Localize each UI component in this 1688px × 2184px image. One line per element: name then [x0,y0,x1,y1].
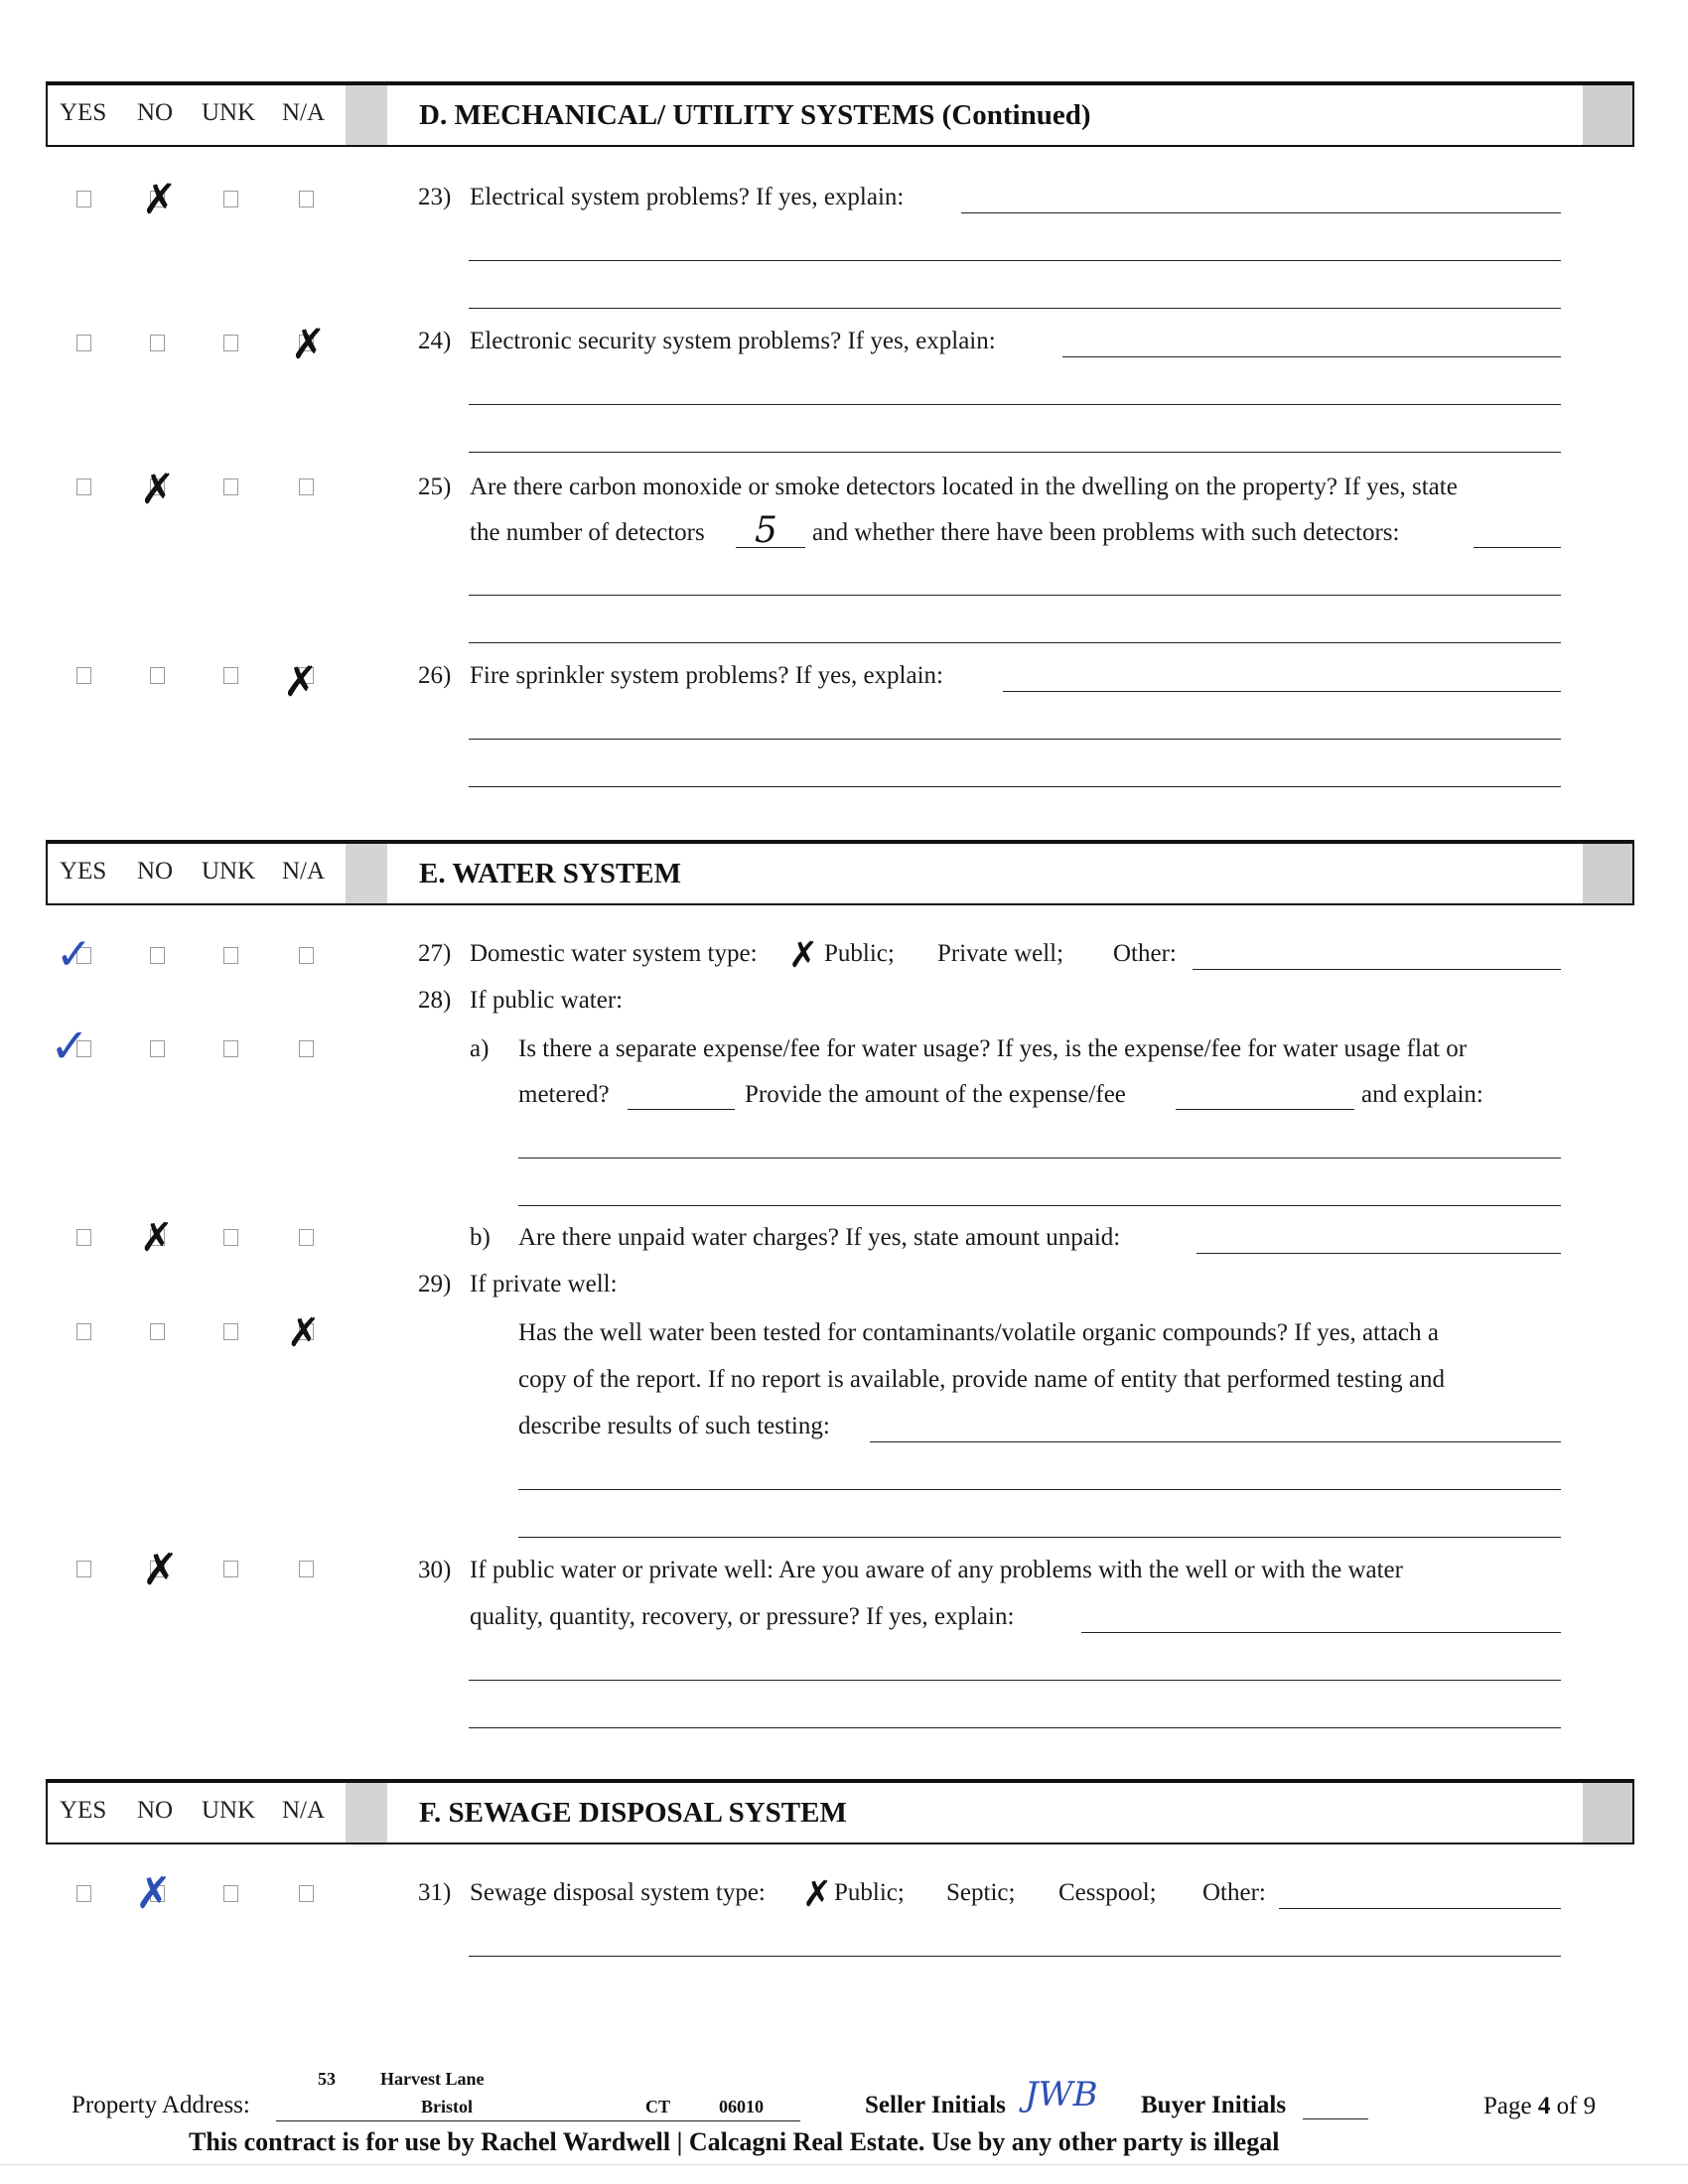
checkbox-yes[interactable] [76,478,91,495]
section-header-f [46,1779,1634,1844]
answer-columns-header [48,85,346,145]
question-text: copy of the report. If no report is available, provide name of entity that performed testing and [518,1366,1446,1393]
handwritten-x-mark: ✗ [135,1868,172,1919]
col-no: NO [137,858,174,885]
question-text: describe results of such testing: [518,1413,830,1439]
checkbox-na[interactable] [299,191,314,207]
question-text: metered? [518,1081,610,1108]
header-shade [1583,1783,1632,1843]
buyer-initials-label: Buyer Initials [1141,2092,1287,2118]
checkbox-no[interactable] [150,335,165,351]
question-text: and explain: [1361,1081,1483,1108]
col-yes: YES [60,99,107,126]
checkbox-unk[interactable] [223,667,238,684]
answer-line[interactable] [1062,356,1561,357]
handwritten-x-mark: ✗ [142,175,178,223]
col-yes: YES [60,858,107,885]
answer-line[interactable] [469,595,1561,596]
checkbox-unk[interactable] [223,191,238,207]
handwritten-x-mark: ✗ [140,1215,174,1261]
checkbox-na[interactable] [299,478,314,495]
section-header-e [46,840,1634,905]
answer-line[interactable] [469,1680,1561,1681]
handwritten-x-mark: ✗ [140,465,176,513]
col-no: NO [137,1797,174,1824]
col-na: N/A [282,858,326,885]
section-title: D. MECHANICAL/ UTILITY SYSTEMS (Continued) [419,99,1091,131]
col-na: N/A [282,1797,326,1824]
question-text: Domestic water system type: [470,940,758,967]
question-text: and whether there have been problems with such detectors: [812,519,1400,546]
state: CT [645,2097,671,2116]
checkbox-unk[interactable] [223,335,238,351]
page-number: Page 4 of 9 [1483,2093,1597,2119]
checkbox-unk[interactable] [223,1323,238,1340]
question-text: the number of detectors [470,519,705,546]
property-address-line [276,2120,800,2121]
checkbox-no[interactable] [150,667,165,684]
section-header-d [46,81,1634,147]
checkbox-yes[interactable] [76,191,91,207]
scan-edge [0,2164,1688,2165]
seller-initials-signature: JWB [1025,2075,1098,2115]
checkbox-unk[interactable] [223,1885,238,1902]
answer-columns-header [48,1783,346,1843]
question-text: Fire sprinkler system problems? If yes, explain: [470,662,943,689]
question-text: Is there a separate expense/fee for water usage? If yes, is the expense/fee for water usage flat or [518,1035,1468,1062]
usage-notice: This contract is for use by Rachel Wardwell | Calcagni Real Estate. Use by any other party is illegal [189,2127,1280,2156]
answer-columns-header [48,844,346,903]
question-text: Electronic security system problems? If yes, explain: [470,328,996,354]
answer-line[interactable] [1196,1253,1561,1254]
col-unk: UNK [202,1797,256,1824]
question-number: 31) [418,1879,452,1906]
handwritten-x-mark: ✗ [788,935,819,976]
checkbox-no[interactable] [150,947,165,964]
answer-line[interactable] [469,786,1561,787]
answer-line[interactable] [469,739,1561,740]
handwritten-x-mark: ✗ [802,1874,833,1915]
question-number: 23) [418,184,452,210]
checkbox-yes[interactable] [76,1885,91,1902]
option-other[interactable]: Other: [1113,940,1177,967]
street-number: 53 [318,2069,336,2089]
checkbox-yes[interactable] [76,1229,91,1246]
checkbox-unk[interactable] [223,1561,238,1577]
question-number: 27) [418,940,452,967]
sub-question-label: a) [470,1035,490,1062]
question-number: 30) [418,1557,452,1583]
handwritten-check-mark: ✓ [50,1019,90,1074]
question-text: If public water: [470,987,624,1014]
header-shade [1583,85,1632,145]
checkbox-no[interactable] [150,1323,165,1340]
answer-line[interactable] [1474,547,1561,548]
option-septic[interactable]: Septic; [946,1879,1016,1906]
option-cesspool[interactable]: Cesspool; [1058,1879,1157,1906]
answer-line[interactable] [518,1205,1561,1206]
col-yes: YES [60,1797,107,1824]
answer-line[interactable] [469,452,1561,453]
question-number: 28) [418,987,452,1014]
handwritten-detector-count: 5 [755,510,777,551]
question-text: If private well: [470,1271,618,1297]
question-number: 24) [418,328,452,354]
answer-line[interactable] [961,212,1561,213]
option-public[interactable]: Public; [824,940,895,967]
seller-initials-label: Seller Initials [865,2092,1006,2118]
question-number: 29) [418,1271,452,1297]
checkbox-na[interactable] [299,947,314,964]
col-unk: UNK [202,858,256,885]
header-shade [346,844,387,903]
answer-line[interactable] [1003,691,1561,692]
question-text: If public water or private well: Are you aware of any problems with the well or with the water [470,1557,1403,1583]
answer-line[interactable] [1279,1908,1561,1909]
checkbox-yes[interactable] [76,1561,91,1577]
question-number: 26) [418,662,452,689]
checkbox-no[interactable] [150,1040,165,1057]
question-text: Are there carbon monoxide or smoke detectors located in the dwelling on the property? If yes, state [470,474,1458,500]
checkbox-na[interactable] [299,1040,314,1057]
zip-code: 06010 [719,2097,764,2116]
answer-line[interactable] [469,1727,1561,1728]
handwritten-check-mark: ✓ [56,929,92,980]
option-private-well[interactable]: Private well; [937,940,1064,967]
answer-line[interactable] [469,642,1561,643]
checkbox-yes[interactable] [76,1323,91,1340]
question-text: Provide the amount of the expense/fee [745,1081,1126,1108]
checkbox-yes[interactable] [76,667,91,684]
handwritten-x-mark: ✗ [283,657,319,706]
answer-line[interactable] [1193,969,1561,970]
header-shade [346,1783,387,1843]
buyer-initials-field[interactable] [1303,2118,1368,2119]
answer-line[interactable] [870,1441,1561,1442]
handwritten-x-mark: ✗ [142,1545,179,1595]
answer-line[interactable] [469,260,1561,261]
question-number: 25) [418,474,452,500]
sub-question-label: b) [470,1224,491,1251]
answer-line[interactable] [518,1158,1561,1159]
answer-line[interactable] [1081,1632,1561,1633]
flat-or-metered-field[interactable] [628,1109,735,1110]
answer-line[interactable] [469,1956,1561,1957]
checkbox-na[interactable] [299,1229,314,1246]
question-text: Sewage disposal system type: [470,1879,766,1906]
question-text: Has the well water been tested for contaminants/volatile organic compounds? If yes, attach a [518,1319,1439,1346]
header-shade [346,85,387,145]
col-unk: UNK [202,99,256,126]
col-no: NO [137,99,174,126]
answer-line[interactable] [518,1489,1561,1490]
answer-line[interactable] [469,308,1561,309]
header-shade [1583,844,1632,903]
checkbox-unk[interactable] [223,478,238,495]
checkbox-unk[interactable] [223,1040,238,1057]
answer-line[interactable] [469,404,1561,405]
fee-amount-field[interactable] [1176,1109,1354,1110]
question-text: Are there unpaid water charges? If yes, state amount unpaid: [518,1224,1121,1251]
section-title: E. WATER SYSTEM [419,858,682,889]
checkbox-na[interactable] [299,1885,314,1902]
city: Bristol [421,2097,473,2116]
checkbox-na[interactable] [299,1561,314,1577]
street-name: Harvest Lane [380,2069,485,2089]
checkbox-unk[interactable] [223,1229,238,1246]
answer-line[interactable] [518,1537,1561,1538]
col-na: N/A [282,99,326,126]
question-text: quality, quantity, recovery, or pressure? If yes, explain: [470,1603,1015,1630]
option-public[interactable]: Public; [834,1879,905,1906]
section-title: F. SEWAGE DISPOSAL SYSTEM [419,1797,847,1829]
property-address-label: Property Address: [71,2092,250,2118]
notice-clip [0,2127,1688,2156]
checkbox-yes[interactable] [76,335,91,351]
handwritten-x-mark: ✗ [287,1310,321,1356]
handwritten-x-mark: ✗ [291,320,327,368]
checkbox-unk[interactable] [223,947,238,964]
question-text: Electrical system problems? If yes, explain: [470,184,905,210]
option-other[interactable]: Other: [1202,1879,1266,1906]
